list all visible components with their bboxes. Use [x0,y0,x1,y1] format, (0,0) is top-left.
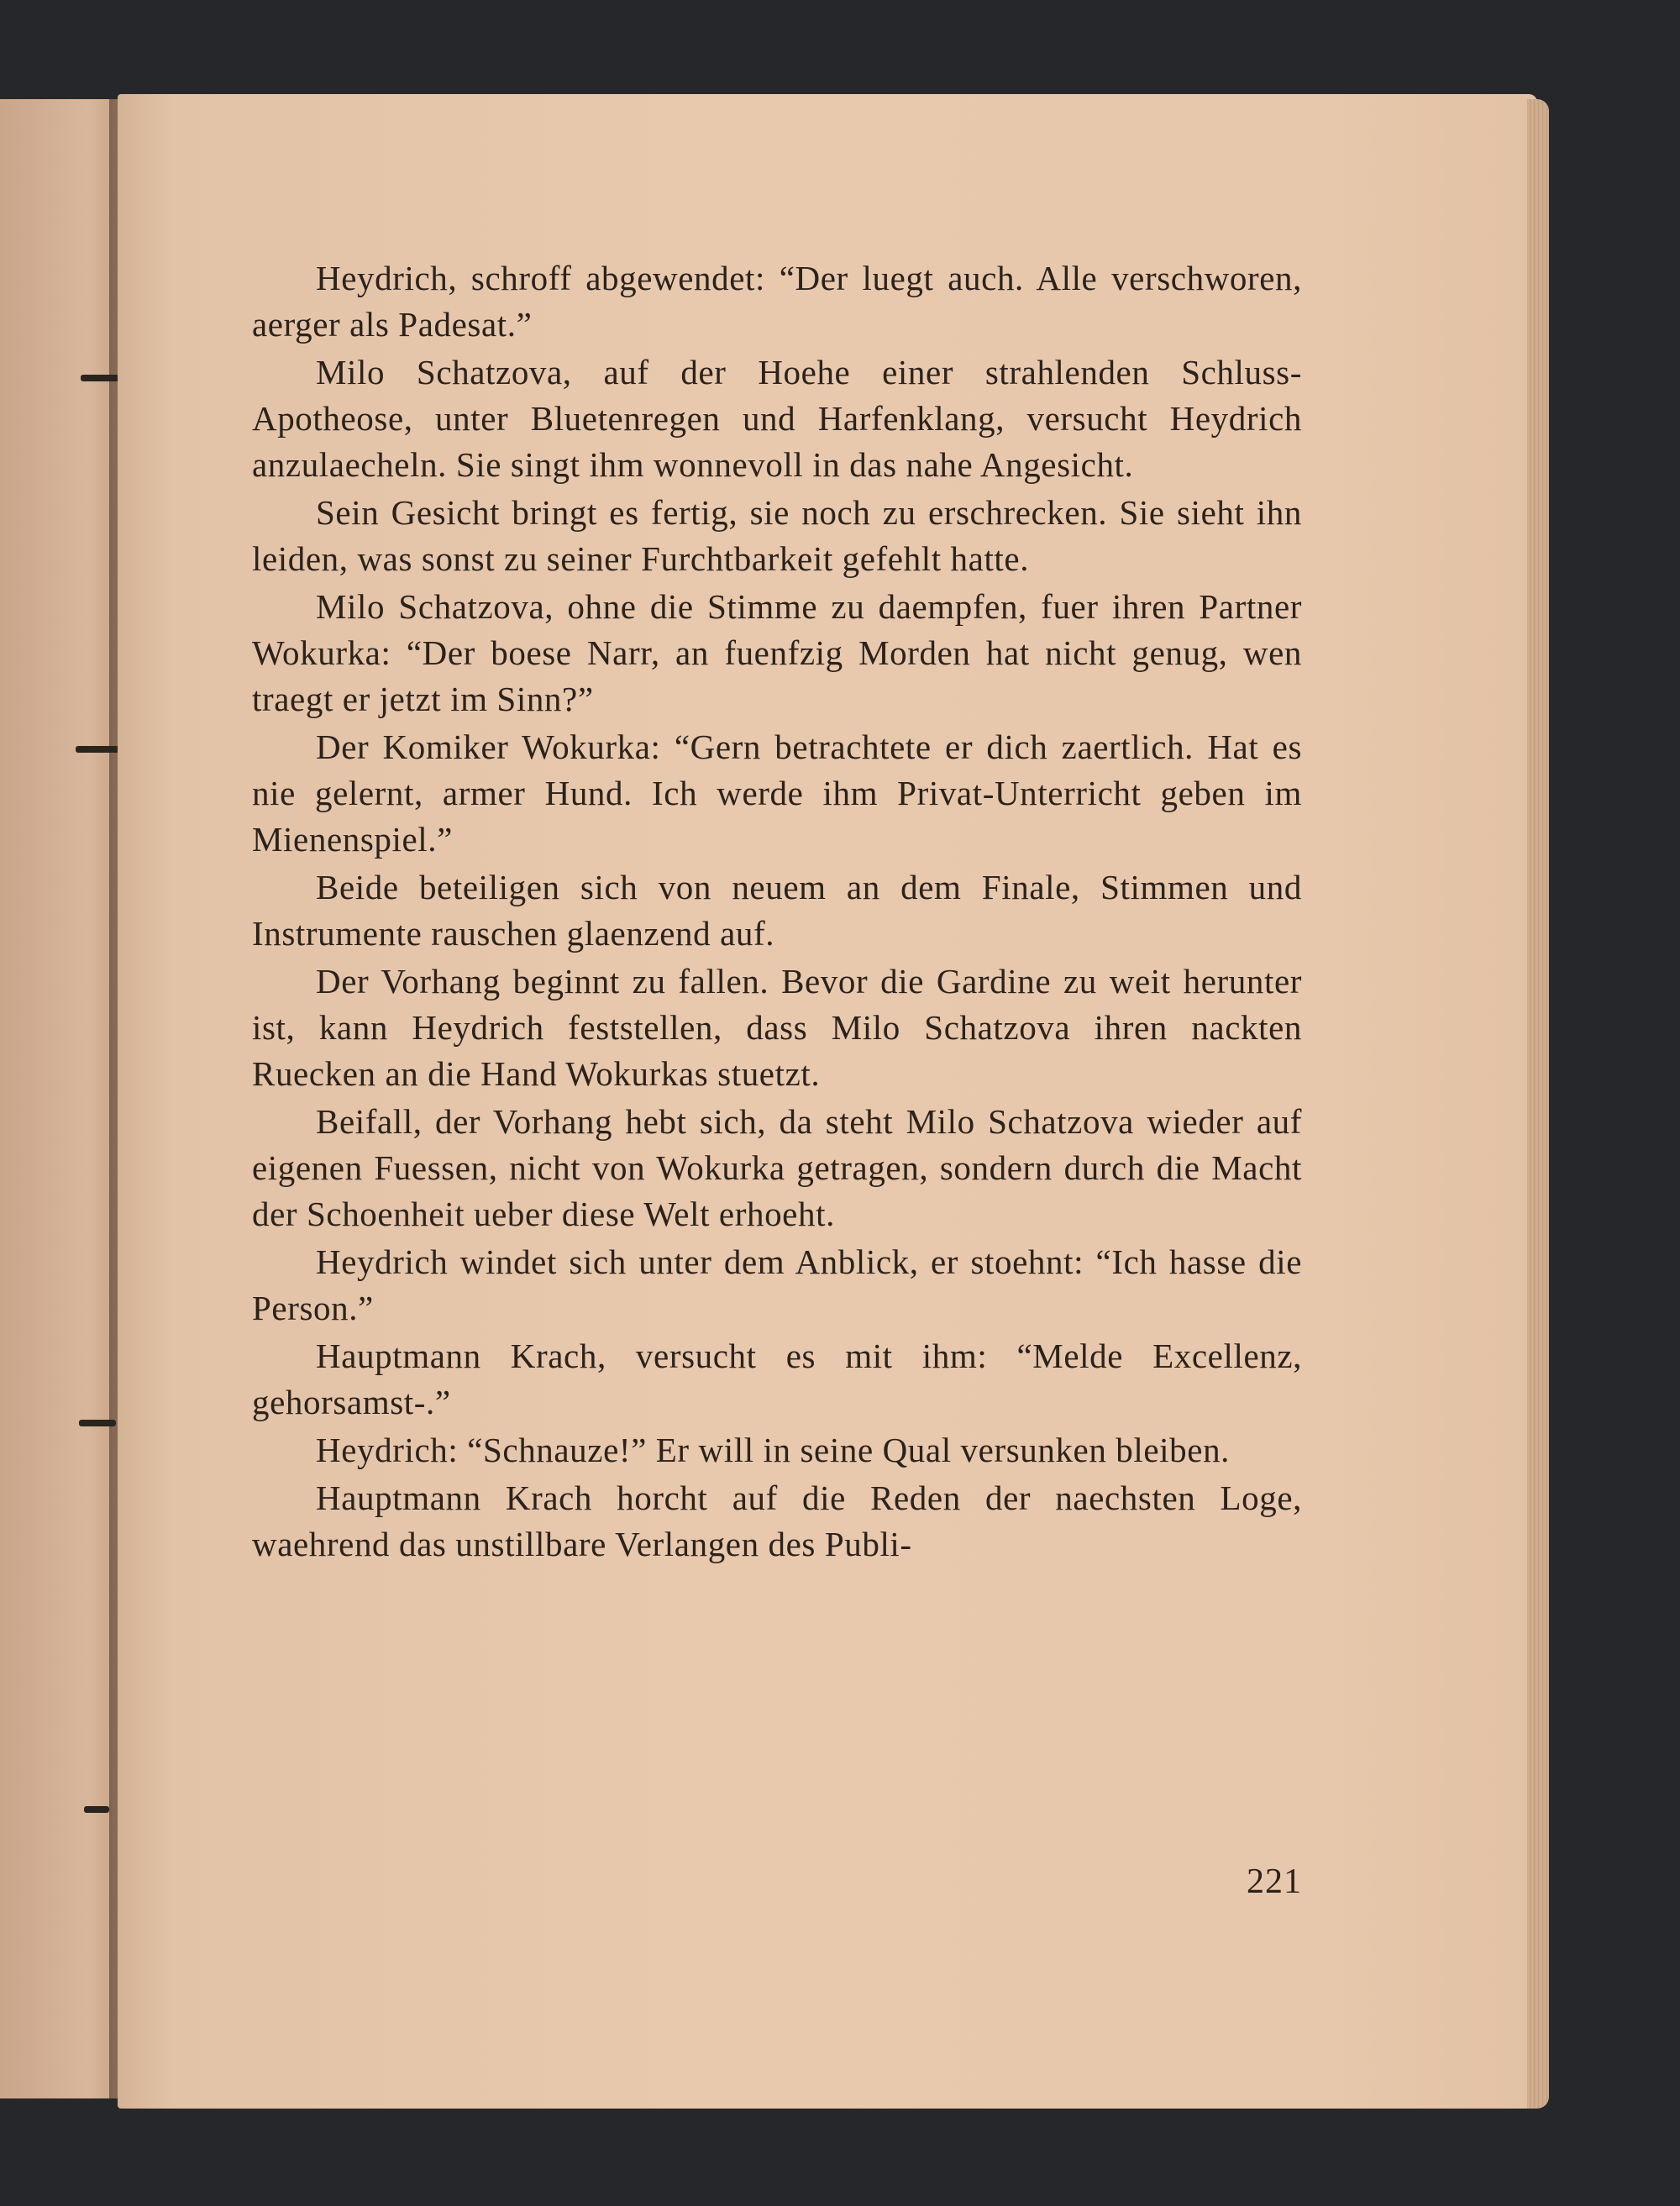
left-page [0,99,126,2098]
paragraph: Milo Schatzova, auf der Hoehe einer strahlenden Schluss-Apotheose, unter Bluetenregen und Harfenklang, versucht Heydrich anzulaecheln. Sie singt ihm wonnevoll in das nahe Angesicht. [252,353,1302,484]
paragraph: Hauptmann Krach, versucht es mit ihm: “Melde Excellenz, gehorsamst-.” [252,1337,1302,1421]
paragraph: Sein Gesicht bringt es fertig, sie noch zu erschrecken. Sie sieht ihn leiden, was sonst zu seiner Furchtbarkeit gefehlt hatte. [252,493,1302,578]
binding-thread [81,375,119,381]
page-number: 221 [1247,1862,1302,1901]
paragraph: Heydrich windet sich unter dem Anblick, er stoehnt: “Ich hasse die Person.” [252,1242,1302,1327]
paragraph: Hauptmann Krach horcht auf die Reden der naechsten Loge, waehrend das unstillbare Verlangen des Publi- [252,1479,1302,1563]
paragraph: Milo Schatzova, ohne die Stimme zu daempfen, fuer ihren Partner Wokurka: “Der boese Narr, an fuenfzig Morden hat nicht genug, wen traegt er jetzt im Sinn?” [252,587,1302,718]
page-edge [1527,99,1549,2109]
binding-thread [79,1420,116,1426]
paragraph: Beifall, der Vorhang hebt sich, da steht Milo Schatzova wieder auf eigenen Fuessen, nicht von Wokurka getragen, sondern durch die Macht der Schoenheit ueber diese Welt erhoeht. [252,1102,1302,1233]
paragraph: Heydrich, schroff abgewendet: “Der luegt auch. Alle verschworen, aerger als Padesat.” [252,259,1302,344]
paragraph: Beide beteiligen sich von neuem an dem Finale, Stimmen und Instrumente rauschen glaenzend auf. [252,868,1302,953]
binding-thread [84,1806,109,1813]
body-text [252,255,1302,1569]
paragraph: Der Vorhang beginnt zu fallen. Bevor die Gardine zu weit herunter ist, kann Heydrich feststellen, dass Milo Schatzova ihren nackten Ruecken an die Hand Wokurkas stuetzt. [252,962,1302,1093]
binding-thread [76,746,119,753]
paragraph: Heydrich: “Schnauze!” Er will in seine Qual versunken bleiben. [316,1431,1231,1469]
paragraph: Der Komiker Wokurka: “Gern betrachtete er dich zaertlich. Hat es nie gelernt, armer Hund. Ich werde ihm Privat-Unterricht geben im Mienenspiel.” [252,727,1302,859]
